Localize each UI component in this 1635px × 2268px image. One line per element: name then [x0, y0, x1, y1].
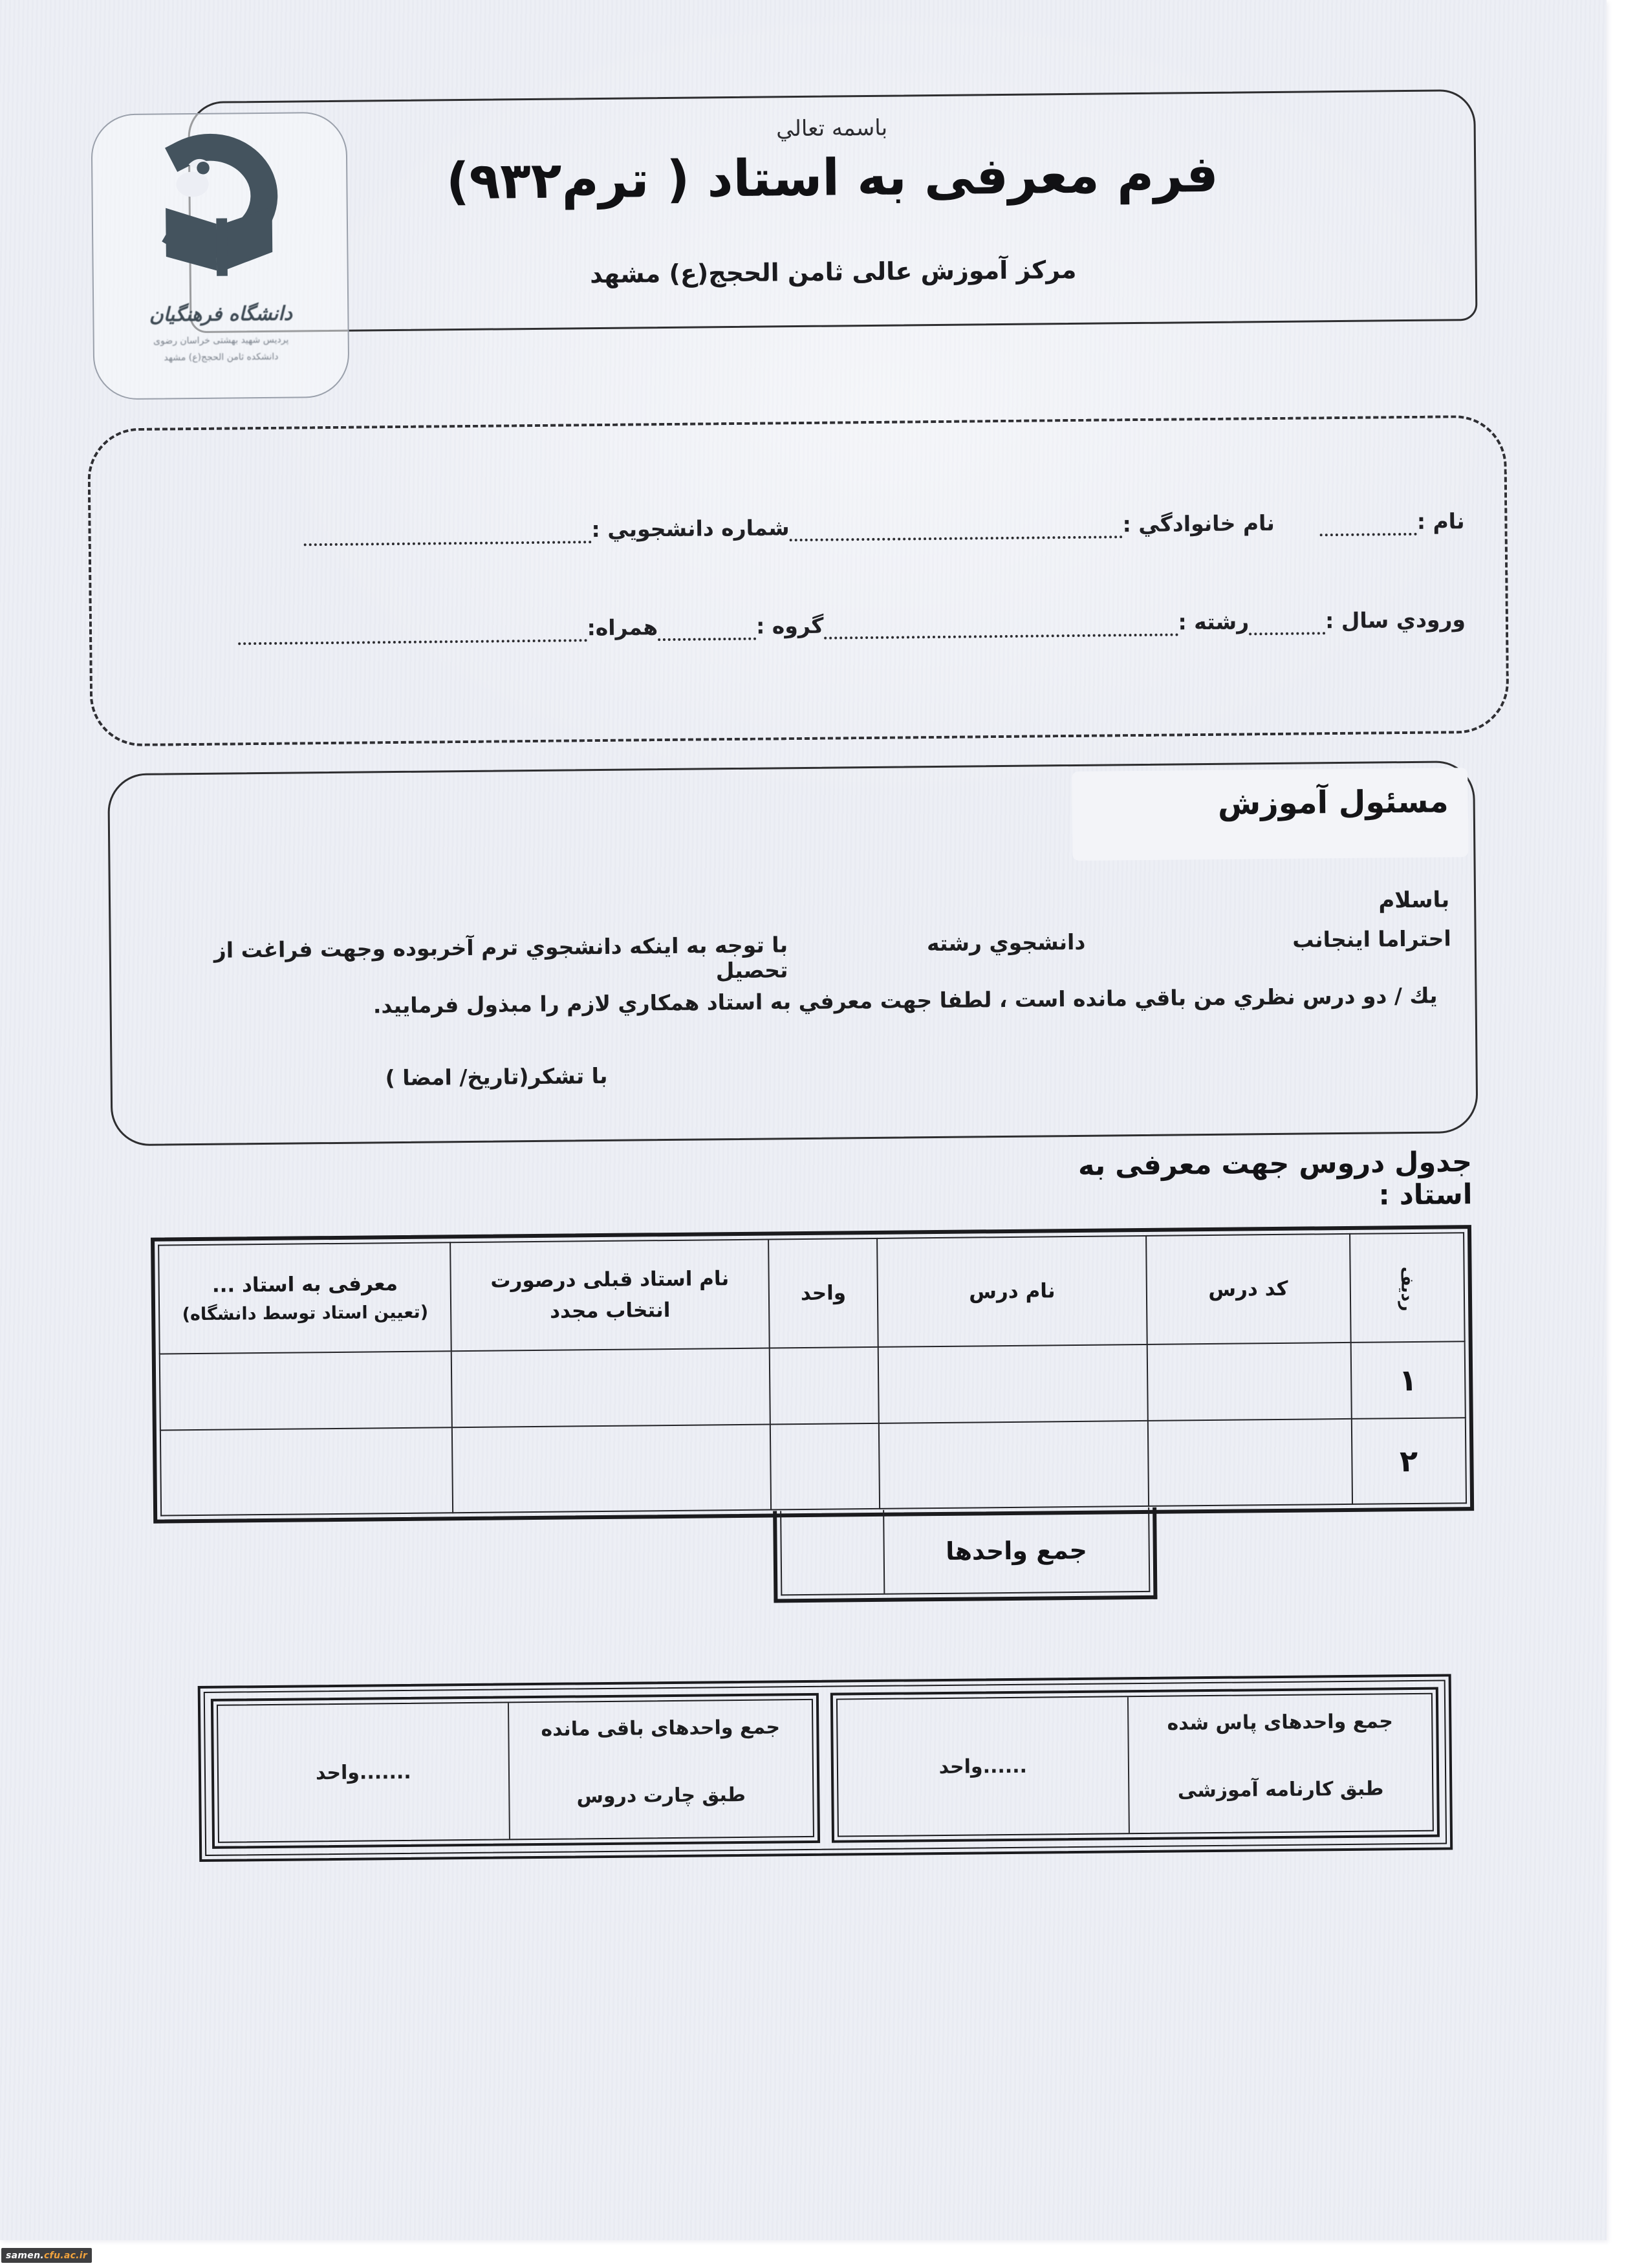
- letter-student-of-major-text: دانشجوي رشته: [926, 929, 1086, 956]
- letter-body-line-1: [135, 925, 1452, 989]
- col-header-units: واحد: [768, 1238, 878, 1348]
- education-officer-heading: مسئول آموزش: [1217, 783, 1449, 822]
- group-field: [658, 631, 756, 641]
- university-name: دانشگاه فرهنگیان: [149, 302, 293, 327]
- remaining-units-labels: [508, 1700, 813, 1839]
- group-label: گروه :: [755, 612, 824, 639]
- letter-last-term-text: با توجه به اينكه دانشجوي ترم آخربوده وجهت فراغت از تحصيل: [213, 932, 788, 984]
- remaining-units-box: [211, 1693, 820, 1849]
- course-table: [151, 1225, 1474, 1524]
- student-info-row-1: [129, 508, 1464, 548]
- major-label: رشته :: [1178, 609, 1250, 635]
- form-header-box: [188, 89, 1477, 333]
- first-name-field: [1320, 526, 1417, 536]
- col-header-course-name: نام درس: [877, 1236, 1147, 1347]
- university-campus-line: پردیس شهید بهشتی خراسان رضوی: [153, 334, 289, 347]
- university-logo: [91, 112, 349, 400]
- letter-greeting: باسلام: [1378, 887, 1450, 914]
- watermark-domain: cfu.ac.ir: [43, 2250, 88, 2261]
- remaining-units-title: جمع واحدهای باقی مانده: [541, 1716, 781, 1741]
- passed-units-subtitle: طبق کارنامه آموزشی: [1177, 1777, 1384, 1802]
- remaining-units-subtitle: طبق چارت دروس: [576, 1783, 746, 1808]
- course-row-2: [160, 1418, 1466, 1515]
- passed-units-title: جمع واحدهای پاس شده: [1167, 1710, 1394, 1735]
- passed-units-value: ......واحد: [938, 1755, 1028, 1778]
- row-2-unit-cell: [770, 1423, 880, 1510]
- student-info-row-2: [131, 607, 1466, 646]
- site-watermark: [1, 2248, 92, 2263]
- bismillah-text: باسمه تعالي: [775, 114, 888, 142]
- mobile-field: [238, 632, 587, 645]
- letter-respectfully-text: احتراما اينجانب: [1292, 925, 1451, 953]
- mobile-label: همراه:: [587, 614, 658, 641]
- row-2-course-cell: [879, 1421, 1148, 1509]
- row-1-previous-professor-cell: [451, 1348, 770, 1428]
- family-name-field: [790, 529, 1123, 541]
- row-1-course-cell: [878, 1345, 1147, 1423]
- major-field: [824, 627, 1178, 639]
- row-1-number: ۱: [1350, 1341, 1466, 1419]
- major-blank: [788, 951, 927, 952]
- student-id-field: [304, 534, 592, 546]
- student-info-box: [87, 415, 1510, 747]
- row-2-previous-professor-cell: [452, 1425, 771, 1513]
- col-header-course-code: کد درس: [1146, 1234, 1351, 1345]
- course-row-1: [160, 1341, 1466, 1430]
- course-table-caption: جدول دروس جهت معرفی به استاد :: [1077, 1146, 1473, 1212]
- row-2-code-cell: [1147, 1419, 1352, 1506]
- passed-units-labels: [1127, 1694, 1433, 1833]
- request-letter-box: [107, 761, 1478, 1146]
- course-table-header-row: [158, 1233, 1465, 1354]
- sum-units-box: [773, 1507, 1157, 1603]
- first-name-label: نام :: [1416, 508, 1465, 534]
- row-2-intro-professor-cell: [160, 1427, 453, 1515]
- col-header-previous-professor: نام استاد قبلی درصورت انتخاب مجدد: [451, 1240, 770, 1352]
- entry-year-field: [1249, 625, 1325, 635]
- col-header-row-number: رديف: [1350, 1233, 1465, 1343]
- student-id-label: شماره دانشجويي :: [591, 515, 790, 543]
- row-2-number: ۲: [1351, 1418, 1466, 1504]
- remaining-units-value: .......واحد: [315, 1760, 411, 1784]
- row-1-code-cell: [1147, 1343, 1351, 1421]
- row-1-unit-cell: [770, 1347, 880, 1425]
- passed-units-box: [830, 1687, 1440, 1843]
- family-name-label: نام خانوادگي :: [1122, 510, 1275, 537]
- university-faculty-line: دانشکده ثامن الحجج(ع) مشهد: [164, 351, 279, 363]
- sum-units-label: جمع واحدها: [883, 1507, 1149, 1593]
- form-subtitle: مرکز آموزش عالی ثامن الحجج(ع) مشهد: [589, 255, 1077, 289]
- form-title: فرم معرفی به استاد ( ترم۹۳۲): [446, 145, 1219, 211]
- letter-closing: با تشكر(تاريخ/ امضا ): [385, 1063, 608, 1091]
- entry-year-label: ورودي سال :: [1325, 607, 1466, 634]
- watermark-prefix: samen.: [6, 2250, 44, 2261]
- letter-body-line-2: يك / دو درس نظري من باقي مانده است ، لطفا جهت معرفي به استاد همكاري لازم را مبذول فرماييد.: [373, 982, 1438, 1019]
- university-emblem-icon: [129, 124, 312, 295]
- units-summary-section: [198, 1674, 1453, 1862]
- row-1-intro-professor-cell: [160, 1351, 453, 1430]
- student-name-blank: [1085, 947, 1292, 949]
- sum-units-value-cell: [781, 1510, 883, 1594]
- col-header-intro-professor: معرفی به استاد ... (تعیین استاد توسط دانشگاه): [158, 1242, 451, 1354]
